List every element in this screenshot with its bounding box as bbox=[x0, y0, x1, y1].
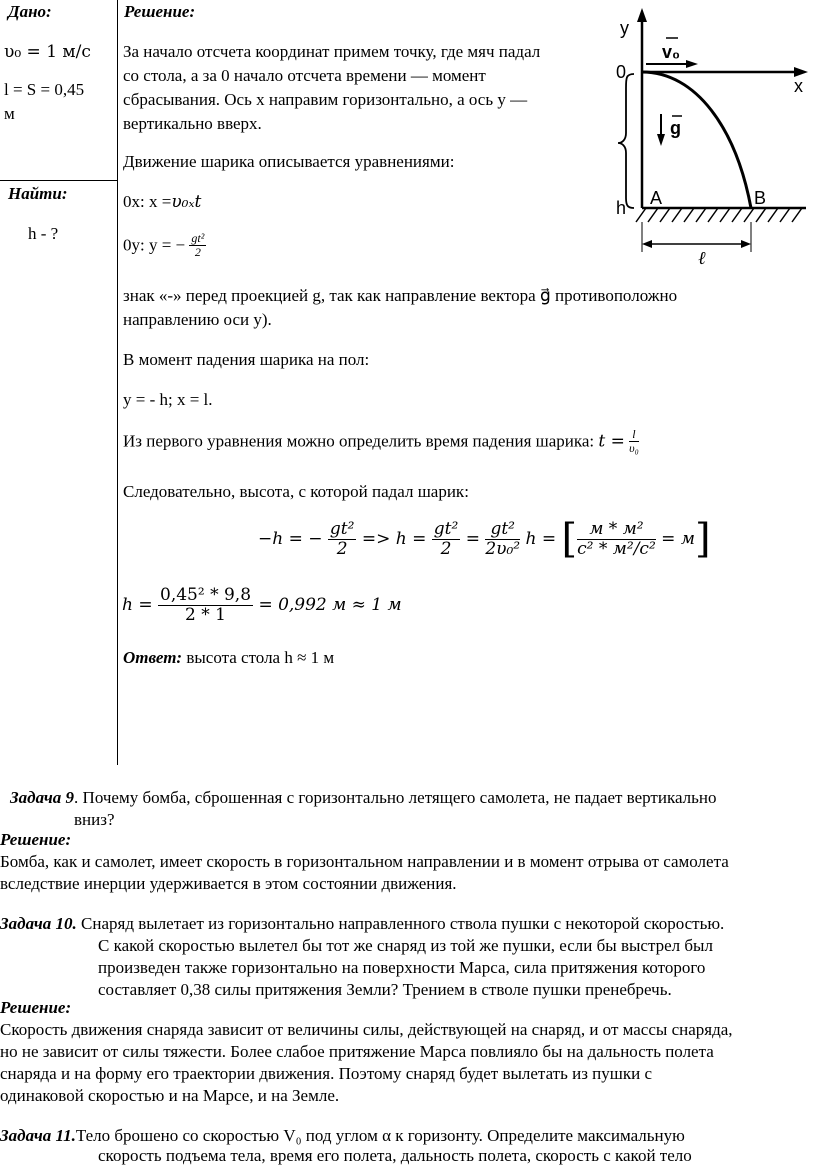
big-eq-f3-den: 2υ₀² bbox=[485, 538, 521, 559]
label-g: g bbox=[670, 118, 681, 138]
calc-equation bbox=[122, 586, 402, 624]
task9-solution-label: Решение: bbox=[0, 830, 72, 849]
find-value: h - ? bbox=[28, 224, 59, 243]
impact-equation: y = - h; x = l. bbox=[123, 390, 213, 409]
answer bbox=[123, 648, 334, 668]
label-y: y bbox=[620, 18, 629, 38]
equation-x-label: 0x: x = bbox=[123, 192, 172, 211]
height-brace bbox=[618, 74, 634, 208]
sign-note-1: знак «-» перед проекцией g, так как направление вектора g⃗ противоположно bbox=[123, 286, 678, 305]
answer-text: высота стола h ≈ 1 м bbox=[182, 648, 335, 667]
calc-den: 2 * 1 bbox=[185, 604, 226, 625]
task11-line2: скорость подъема тела, время его полета, дальность полета, скорость с какой тело bbox=[98, 1146, 692, 1165]
table-divider-horizontal bbox=[0, 180, 117, 181]
task9-line2: вниз? bbox=[74, 810, 115, 829]
solution-intro-1: За начало отсчета координат примем точку, где мяч падал bbox=[123, 42, 541, 61]
big-eq-f1-den: 2 bbox=[336, 538, 348, 559]
big-eq-f1-num: gt² bbox=[329, 518, 355, 539]
task10-line2: С какой скоростью вылетел бы тот же снаряд из той же пушки, если бы выстрел был bbox=[98, 936, 713, 955]
big-eq-f4-num: м * м² bbox=[577, 520, 656, 540]
big-eq-part4: h = bbox=[525, 529, 557, 549]
equation-y-label: 0y: y = − bbox=[123, 235, 186, 255]
time-lhs: t = bbox=[598, 431, 625, 452]
equation-x-rhs: υ₀ₓt bbox=[171, 192, 202, 212]
big-eq-f2-num: gt² bbox=[433, 518, 459, 539]
height-text: Следовательно, высота, с которой падал шарик: bbox=[123, 482, 469, 501]
label-o: 0 bbox=[616, 62, 627, 82]
given-l: l = S = 0,45 bbox=[4, 80, 85, 99]
find-header: Найти: bbox=[8, 184, 68, 203]
time-numerator: l bbox=[629, 428, 639, 442]
task11-line1 bbox=[0, 1126, 685, 1146]
label-b: B bbox=[754, 188, 767, 208]
label-l: ℓ bbox=[698, 248, 706, 268]
big-equation: −h = − $\frac{\text{gt²}}{2}$ => h = $\frac{\text{gt²}}{2}$ = $\frac{\text{gt²}}{\text{2υ₀²}}$ h = [ $\frac{\text{м * м²}}{\text{c² * м²/c²}}$ = м] bbox=[258, 516, 711, 562]
time-text: Из первого уравнения можно определить время падения шарика: bbox=[123, 431, 595, 451]
task10-solution-3: снаряда и на форму его траектории движения. Поэтому снаряд будет вылетать из пушки с bbox=[0, 1064, 653, 1083]
task10-solution-label: Решение: bbox=[0, 998, 72, 1017]
given-header: Дано: bbox=[8, 2, 52, 21]
big-eq-part1: −h = − bbox=[258, 529, 323, 549]
given-l-unit: м bbox=[4, 104, 15, 123]
label-v0: v₀ bbox=[662, 42, 681, 62]
task11-label: Задача 11. bbox=[0, 1126, 76, 1145]
solution-intro-2: со стола, а за 0 начало отсчета времени — момент bbox=[123, 66, 486, 85]
equation-y-denominator: 2 bbox=[194, 245, 201, 260]
time-line bbox=[123, 428, 639, 455]
task10-solution-1: Скорость движения снаряда зависит от величины силы, действующей на снаряд, и от массы снаряда, bbox=[0, 1020, 733, 1039]
answer-label: Ответ: bbox=[123, 648, 183, 667]
big-eq-part2: => h = bbox=[361, 529, 427, 549]
calc-lhs: h = bbox=[122, 595, 153, 616]
task9-label: Задача 9 bbox=[10, 788, 75, 807]
impact-text: В момент падения шарика на пол: bbox=[123, 350, 370, 369]
task11-text1: Тело брошено со скоростью V₀ под углом α к горизонту. Определите максимальную bbox=[75, 1126, 685, 1145]
task9-solution-2: вследствие инерции удерживается в этом состоянии движения. bbox=[0, 874, 457, 893]
time-denominator: υ₀ bbox=[629, 441, 639, 456]
label-h: h bbox=[616, 198, 627, 218]
task9-solution-1: Бомба, как и самолет, имеет скорость в горизонтальном направлении и в момент отрыва от самолета bbox=[0, 852, 729, 871]
big-eq-part5: = м bbox=[655, 529, 695, 549]
equation-y bbox=[123, 232, 206, 259]
task10-solution-4: одинаковой скоростью и на Марсе, и на Земле. bbox=[0, 1086, 340, 1105]
table-divider-vertical bbox=[117, 0, 118, 765]
task10-line3: произведен также горизонтально на поверхности Марса, сила притяжения которого bbox=[98, 958, 706, 977]
task10-line1 bbox=[0, 914, 724, 934]
y-axis-arrow bbox=[637, 8, 647, 22]
given-v0: υ₀ = 1 м/с bbox=[4, 42, 91, 62]
solution-intro-4: вертикально вверх. bbox=[123, 114, 262, 133]
calc-num: 0,45² * 9,8 bbox=[160, 585, 252, 605]
solution-intro-3: сбрасывания. Ось x направим горизонтально, а ось y — bbox=[123, 90, 528, 109]
task9-line1 bbox=[10, 788, 716, 808]
equation-x bbox=[123, 192, 201, 212]
equation-y-numerator: gt² bbox=[191, 231, 205, 245]
sign-note-2: направлению оси y). bbox=[123, 310, 272, 329]
calc-rhs: = 0,992 м ≈ 1 м bbox=[258, 595, 402, 616]
task10-text1: Снаряд вылетает из горизонтально направленного ствола пушки с некоторой скоростью. bbox=[76, 914, 725, 933]
big-eq-f3-num: gt² bbox=[485, 520, 520, 540]
task10-solution-2: но не зависит от силы тяжести. Более слабое притяжение Марса повлияло бы на дальность полета bbox=[0, 1042, 714, 1061]
motion-text: Движение шарика описывается уравнениями: bbox=[123, 152, 455, 171]
task10-line4: составляет 0,38 силы притяжения Земли? Трением в стволе пушки пренебречь. bbox=[98, 980, 672, 999]
big-eq-f2-den: 2 bbox=[440, 538, 452, 559]
big-eq-f4-den: c² * м²/c² bbox=[577, 538, 656, 559]
task9-text1: . Почему бомба, сброшенная с горизонтально летящего самолета, не падает вертикально bbox=[74, 788, 717, 807]
task10-label: Задача 10. bbox=[0, 914, 77, 933]
label-x: x bbox=[794, 76, 803, 96]
label-a: A bbox=[650, 188, 663, 208]
solution-header: Решение: bbox=[124, 2, 196, 21]
trajectory-diagram bbox=[606, 8, 816, 268]
big-eq-part3: = bbox=[465, 529, 480, 549]
